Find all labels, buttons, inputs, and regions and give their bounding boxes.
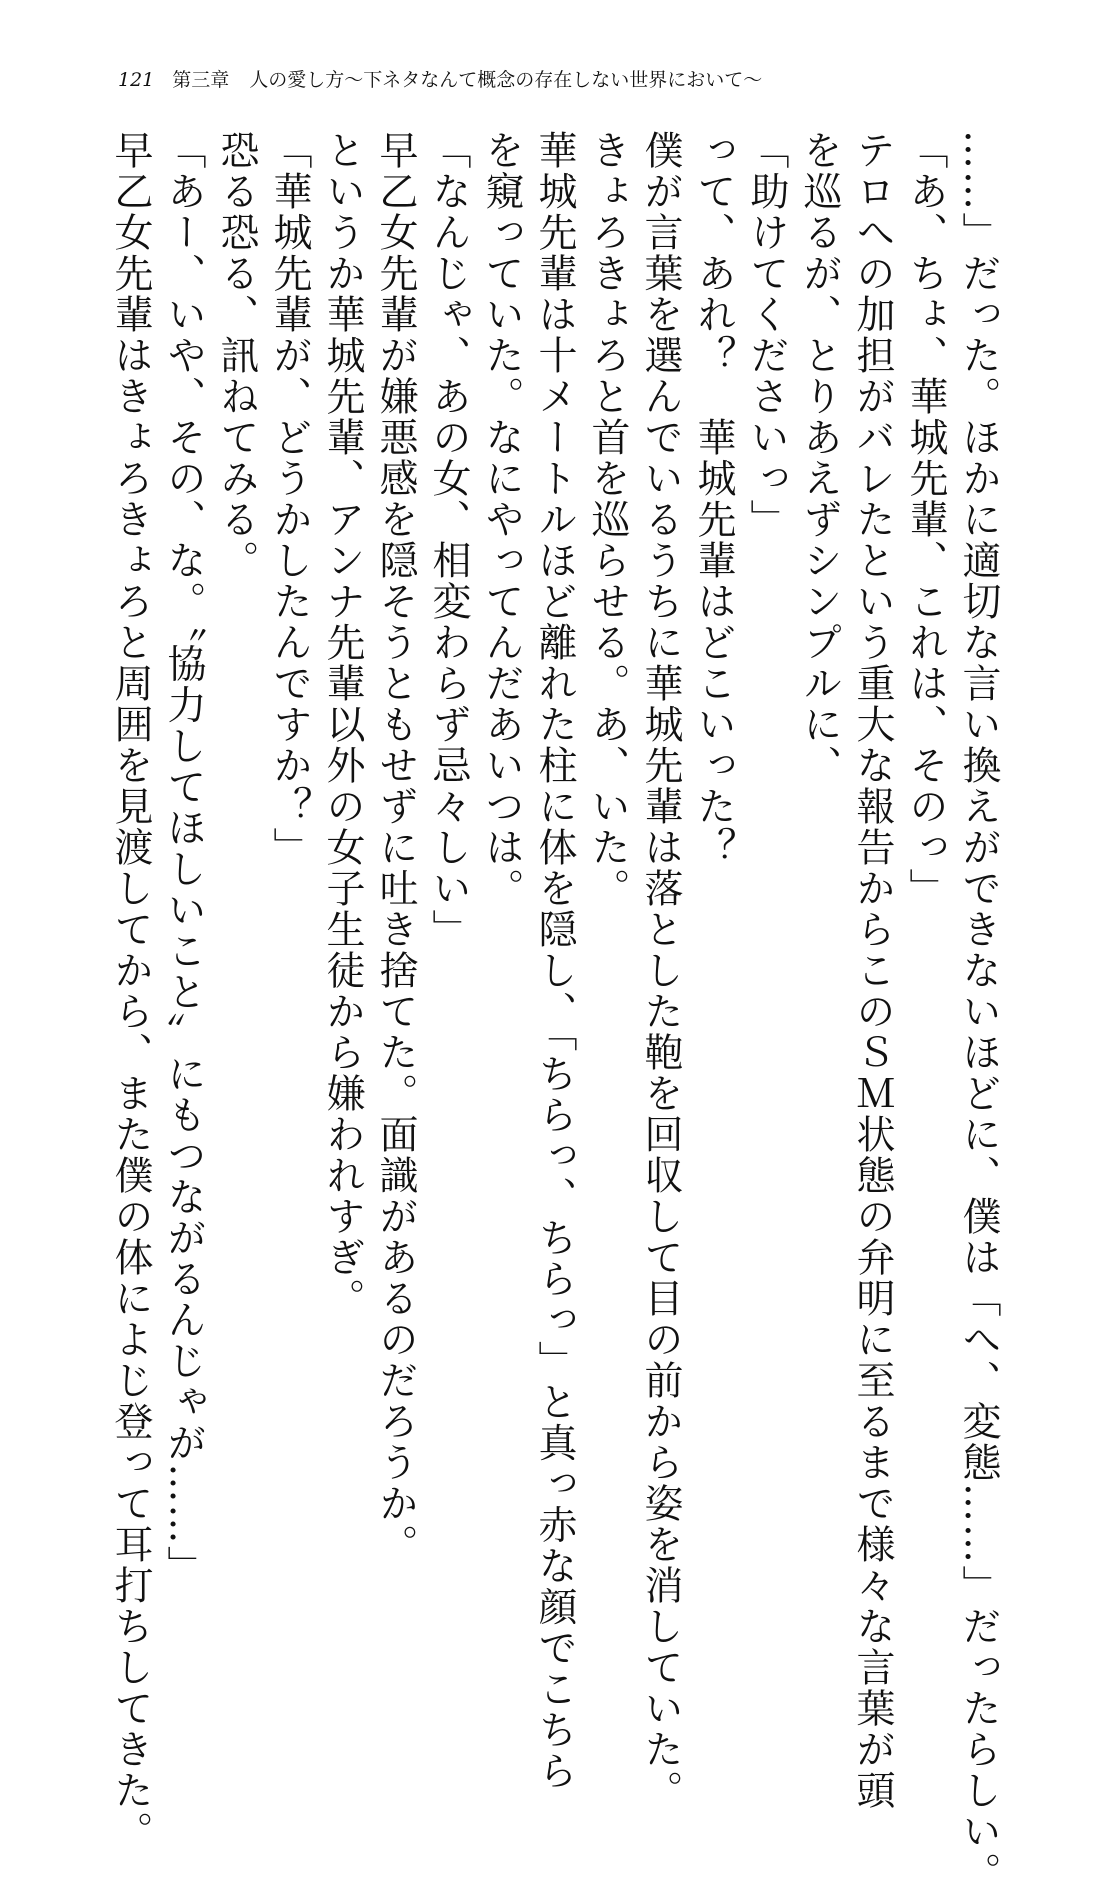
body-text [104,130,1005,1893]
text-line: 華城先輩は十メートルほど離れた柱に体を隠し、「ちらっ、ちらっ」と真っ赤な顔でこちら [532,130,577,1792]
text-line: 僕が言葉を選んでいるうちに華城先輩は落とした鞄を回収して目の前から姿を消していた。 [638,130,683,1811]
text-line: を窺っていた。なにやってんだあいつは。 [479,130,524,909]
text-line: って、あれ？ 華城先輩はどこいった？ [691,130,736,868]
text-line: 「なんじゃ、あの女、相変わらず忌々しい」 [426,130,471,950]
text-line: 「華城先輩が、どうかしたんですか？」 [267,130,312,868]
text-line: 恐る恐る、訊ねてみる。 [214,130,259,581]
text-line: 「助けてくださいっ」 [744,130,789,540]
text-line: というか華城先輩、アンナ先輩以外の女子生徒から嫌われすぎ。 [320,130,365,1319]
text-line: 早乙女先輩はきょろきょろと周囲を見渡してから、また僕の体によじ登って耳打ちしてきた。 [108,130,153,1852]
text-line: テロへの加担がバレたという重大な報告からこのＳＭ状態の弁明に至るまで様々な言葉が頭 [850,130,895,1811]
running-header [118,68,762,92]
text-line: 「あー、いや、その、な。〝協力してほしいこと〟にもつながるんじゃが……」 [161,130,206,1587]
chapter-label: 第三章 [172,69,230,91]
page-number: 121 [118,69,155,91]
text-line: きょろきょろと首を巡らせる。あ、いた。 [585,130,630,909]
text-line: ……」だった。ほかに適切な言い換えができないほどに、僕は「へ、変態……」だったらしい。 [956,130,1001,1893]
chapter-title: 人の愛し方～下ネタなんて概念の存在しない世界において～ [249,69,763,91]
text-line: を巡るが、とりあえずシンプルに、 [797,130,842,786]
text-line: 「あ、ちょ、華城先輩、これは、そのっ」 [903,130,948,909]
text-line: 早乙女先輩が嫌悪感を隠そうともせずに吐き捨てた。面識があるのだろうか。 [373,130,418,1565]
